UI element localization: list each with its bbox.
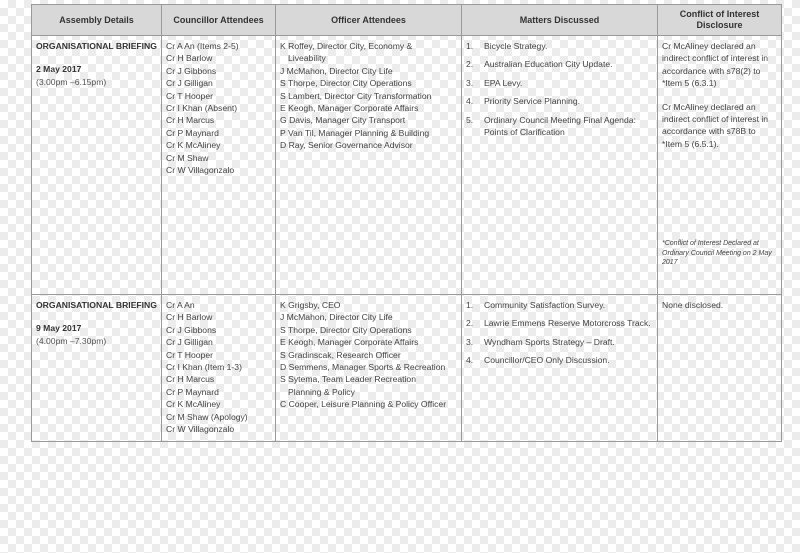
officer-name: D Semmens, Manager Sports & Recreation: [280, 362, 446, 373]
councillor-name: Cr J Gilligan: [166, 78, 213, 89]
item-text: Wyndham Sports Strategy – Draft.: [484, 336, 615, 347]
list-item: [466, 77, 653, 89]
table-row: [32, 36, 782, 295]
councillor-name: Cr H Marcus: [166, 115, 215, 126]
item-number: 5.: [466, 114, 474, 125]
councillor-name: Cr H Barlow: [166, 53, 213, 64]
officer-name: Liveability: [288, 53, 326, 64]
officer-name: K Grigsby, CEO: [280, 300, 341, 310]
assembly-details-cell: [32, 295, 162, 442]
officer-name: E Keogh, Manager Corporate Affairs: [280, 103, 419, 114]
councillor-name: Cr A An (Items 2-5): [166, 41, 239, 51]
officer-name: D Ray, Senior Governance Advisor: [280, 140, 413, 151]
list-item: [466, 317, 653, 329]
officer-name: S Gradinscak, Research Officer: [280, 349, 401, 360]
item-number: 4.: [466, 355, 474, 366]
item-text: Community Satisfaction Survey.: [484, 300, 606, 310]
councillor-name: Cr K McAliney: [166, 140, 221, 151]
disclosure-text: Cr McAliney declared an indirect conflict of interest in accordance with s78(2) to *Item 5 (6.3.1): [662, 41, 769, 89]
table-row: [32, 442, 782, 461]
councillor-name: Cr M Shaw: [166, 152, 209, 163]
list-item: [466, 40, 653, 52]
list-item: [466, 354, 653, 366]
list-item: [466, 114, 653, 139]
list-item: [466, 336, 653, 348]
matters-discussed-cell: [462, 36, 658, 295]
disclosure-footnote: *Conflict of Interest Declared at Ordinary Council Meeting on 2 May 2017: [662, 240, 772, 267]
item-number: 2.: [466, 59, 474, 70]
officer-name: E Keogh, Manager Corporate Affairs: [280, 337, 419, 348]
briefing-time: (4.00pm –7.30pm): [36, 335, 107, 346]
header-assembly-details: Assembly Details: [32, 5, 162, 36]
item-number: 1.: [466, 300, 474, 310]
councillor-name: Cr P Maynard: [166, 386, 219, 397]
officer-name: J McMahon, Director City Life: [280, 312, 393, 323]
officer-name: S Sytema, Team Leader Recreation: [280, 374, 416, 385]
councillor-attendees-cell: [162, 36, 276, 295]
item-number: 3.: [466, 77, 474, 88]
header-matters-discussed: Matters Discussed: [462, 5, 658, 36]
header-conflict-of-interest: Conflict of Interest Disclosure: [658, 5, 782, 36]
list-item: [466, 95, 653, 107]
officer-name: Planning & Policy: [288, 386, 355, 397]
item-number: 2.: [466, 318, 474, 329]
councillor-name: Cr T Hooper: [166, 349, 213, 360]
item-text: Lawrie Emmens Reserve Motorcross Track.: [484, 318, 651, 329]
item-text: Priority Service Planning.: [484, 96, 581, 107]
item-text: Councillor/CEO Only Discussion.: [484, 355, 610, 366]
councillor-name: Cr J Gibbons: [166, 65, 217, 76]
councillor-name: Cr K McAliney: [166, 399, 221, 410]
conflict-of-interest-cell: [658, 36, 782, 295]
councillor-name: Cr H Barlow: [166, 312, 213, 323]
officer-name: S Lambert, Director City Transformation: [280, 90, 432, 101]
item-text: Bicycle Strategy.: [484, 41, 548, 51]
councillor-name: Cr I Khan (Item 1-3): [166, 362, 242, 373]
councillor-name: Cr P Maynard: [166, 127, 219, 138]
item-text: EPA Levy.: [484, 77, 523, 88]
briefing-title: ORGANISATIONAL BRIEFING: [36, 300, 157, 310]
briefing-date: 2 May 2017: [36, 64, 82, 75]
conflict-of-interest-cell: [658, 295, 782, 442]
councillor-name: Cr T Hooper: [166, 90, 213, 101]
item-text: Australian Education City Update.: [484, 59, 613, 70]
briefing-date: 9 May 2017: [36, 323, 82, 334]
councillor-name: Cr I Khan (Absent): [166, 103, 238, 114]
councillor-name: Cr H Marcus: [166, 374, 215, 385]
item-text: Ordinary Council Meeting Final Agenda: Points of Clarification: [484, 114, 636, 138]
briefing-title: ORGANISATIONAL BRIEFING: [36, 41, 157, 51]
item-number: 4.: [466, 96, 474, 107]
officer-name: S Thorpe, Director City Operations: [280, 78, 412, 89]
officer-name: K Roffey, Director City, Economy &: [280, 41, 413, 51]
assembly-details-cell: [32, 36, 162, 295]
councillor-name: Cr W Villagonzalo: [166, 424, 235, 435]
matters-list: [466, 40, 653, 138]
officer-name: C Cooper, Leisure Planning & Policy Officer: [280, 399, 447, 410]
briefing-time: (3.00pm –6.15pm): [36, 76, 107, 87]
councillor-name: Cr J Gibbons: [166, 324, 217, 335]
header-row: [32, 5, 782, 36]
councillor-name: Cr A An: [166, 300, 195, 310]
officer-attendees-cell: [276, 36, 462, 295]
officer-attendees-cell: [276, 295, 462, 442]
matters-discussed-cell: [462, 295, 658, 442]
matters-list: [466, 299, 653, 367]
list-item: [466, 58, 653, 70]
disclosure-text: None disclosed.: [662, 300, 724, 310]
officer-name: S Thorpe, Director City Operations: [280, 324, 412, 335]
disclosure-text: Cr McAliney declared an indirect conflict of interest in accordance with s78B to *Item 5 (6.5.1).: [662, 101, 769, 149]
header-officer-attendees: Officer Attendees: [276, 5, 462, 36]
item-number: 3.: [466, 336, 474, 347]
officer-name: P Van Til, Manager Planning & Building: [280, 127, 430, 138]
list-item: [466, 299, 653, 311]
minutes-document: [31, 4, 781, 448]
officer-name: J McMahon, Director City Life: [280, 65, 393, 76]
item-number: 1.: [466, 41, 474, 51]
councillor-name: Cr M Shaw (Apology): [166, 411, 248, 422]
table-row: [32, 295, 782, 442]
councillor-name: Cr J Gilligan: [166, 337, 213, 348]
councillor-attendees-cell: [162, 295, 276, 442]
officer-name: G Davis, Manager City Transport: [280, 115, 406, 126]
assembly-table: [31, 4, 782, 460]
councillor-name: Cr W Villagonzalo: [166, 165, 235, 176]
header-councillor-attendees: Councillor Attendees: [162, 5, 276, 36]
